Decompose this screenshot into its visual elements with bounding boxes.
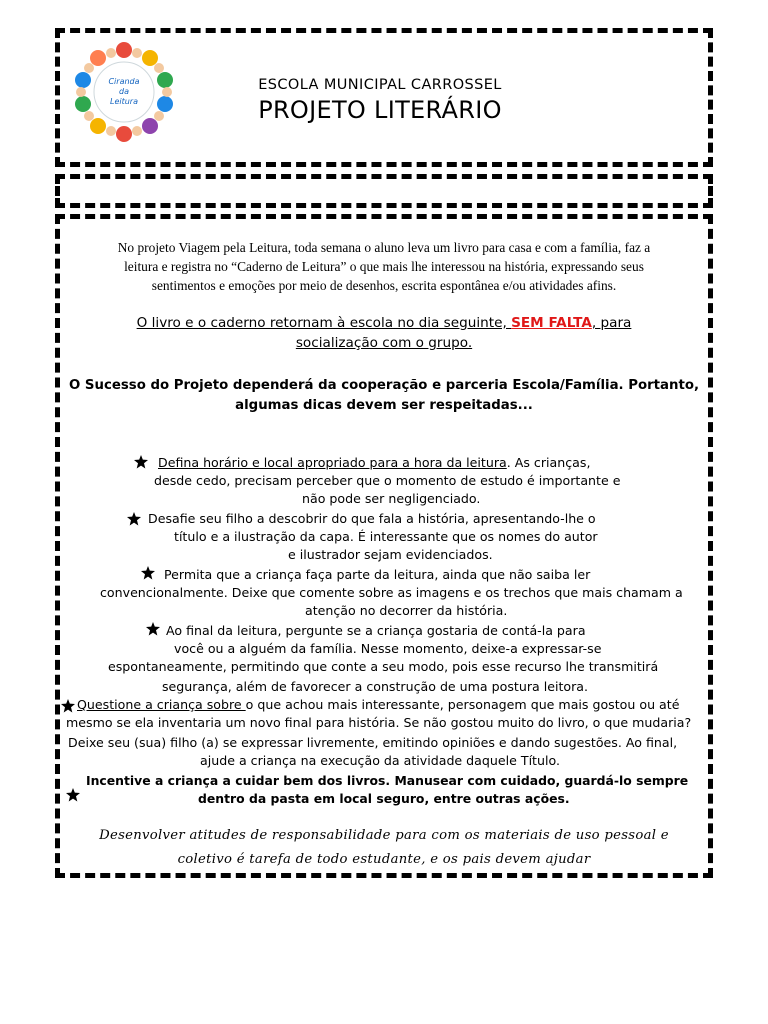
ciranda-da-leitura-logo — [72, 40, 176, 144]
tip-3-line-2: convencionalmente. Deixe que comente sobre as imagens e os trechos que mais chamam a — [100, 585, 683, 600]
success-line: algumas dicas devem ser respeitadas... — [235, 398, 533, 413]
tip-1-line-1 — [158, 454, 590, 472]
closing-line: Desenvolver atitudes de responsabilidade para com os materiais de uso pessoal e — [99, 828, 669, 843]
success-line: O Sucesso do Projeto dependerá da cooperação e parceria Escola/Família. Portanto, — [68, 378, 700, 393]
tip-4-line-3: espontaneamente, permitindo que conte a seu modo, pois esse recurso lhe transmitirá — [108, 659, 659, 674]
star-icon — [61, 699, 75, 713]
tip-1-line-2: desde cedo, precisam perceber que o momento de estudo é importante e — [154, 473, 621, 488]
intro-line: No projeto Viagem pela Leitura, toda semana o aluno leva um livro para casa e com a família, faz a — [117, 240, 651, 255]
tip-5-line-1 — [77, 696, 679, 714]
notice-line-2: socialização com o grupo. — [295, 335, 473, 351]
closing-statement — [66, 824, 702, 872]
tip-5-underlined: Questione a criança sobre — [77, 697, 246, 712]
success-block — [58, 376, 710, 416]
tip-4-line-4: segurança, além de favorecer a construção de uma postura leitora. — [162, 679, 589, 694]
star-icon — [146, 622, 160, 636]
intro-line: leitura e registra no “Caderno de Leitura” o que mais lhe interessou na história, expressando seus — [124, 259, 644, 274]
tip-3-line-3: atenção no decorrer da história. — [305, 603, 508, 618]
tip-5-line-2: mesmo se ela inventaria um novo final para história. Se não gostou muito do livro, o que mudaria? — [66, 715, 692, 730]
tip-2-line-1: Desafie seu filho a descobrir do que fala a história, apresentando-lhe o — [148, 511, 596, 526]
tip-4-line-2: você ou a alguém da família. Nesse momento, deixe-a expressar-se — [174, 641, 602, 656]
tip-5-rest: o que achou mais interessante, personagem que mais gostou ou até — [245, 697, 680, 712]
logo-text-3: Leitura — [110, 97, 138, 106]
intro-paragraph — [58, 238, 710, 295]
school-name: ESCOLA MUNICIPAL CARROSSEL — [258, 77, 502, 93]
star-icon — [66, 788, 80, 802]
tip-1-line-3: não pode ser negligenciado. — [302, 491, 481, 506]
tip-5-line-4: ajude a criança na execução da atividade daquele Título. — [200, 753, 560, 768]
tip-1-underlined: Defina horário e local apropriado para a hora da leitura — [158, 455, 507, 470]
tip-2-line-2: título e a ilustração da capa. É interessante que os nomes do autor — [174, 529, 598, 544]
star-icon — [127, 512, 141, 526]
separator-frame — [55, 174, 713, 208]
tip-4-line-1: Ao final da leitura, pergunte se a criança gostaria de contá-la para — [166, 623, 586, 638]
notice-line-1 — [58, 313, 710, 333]
notice-text: O livro e o caderno retornam à escola no dia seguinte, — [136, 315, 512, 331]
closing-line: coletivo é tarefa de todo estudante, e os pais devem ajudar — [177, 852, 591, 867]
tip-2-line-3: e ilustrador sejam evidenciados. — [288, 547, 493, 562]
tip-5-line-3: Deixe seu (sua) filho (a) se expressar livremente, emitindo opiniões e dando sugestões. Ao final, — [68, 735, 678, 750]
tip-1-rest: . As crianças, — [506, 455, 591, 470]
logo-text-2: da — [119, 87, 129, 96]
tip-6-line-1: Incentive a criança a cuidar bem dos livros. Manusear com cuidado, guardá-lo sempre — [86, 773, 689, 788]
star-icon — [141, 566, 155, 580]
notice-text-end: , para — [591, 315, 632, 331]
notice-block — [58, 313, 710, 353]
intro-line: sentimentos e emoções por meio de desenhos, escrita espontânea e/ou atividades afins. — [151, 278, 617, 293]
logo-text-1: Ciranda — [108, 77, 140, 86]
tip-6-line-2: dentro da pasta em local seguro, entre outras ações. — [198, 791, 570, 806]
tip-3-line-1: Permita que a criança faça parte da leitura, ainda que não saiba ler — [164, 567, 591, 582]
star-icon — [134, 455, 148, 469]
page-title: PROJETO LITERÁRIO — [258, 96, 502, 124]
sem-falta-highlight: SEM FALTA — [511, 315, 592, 331]
